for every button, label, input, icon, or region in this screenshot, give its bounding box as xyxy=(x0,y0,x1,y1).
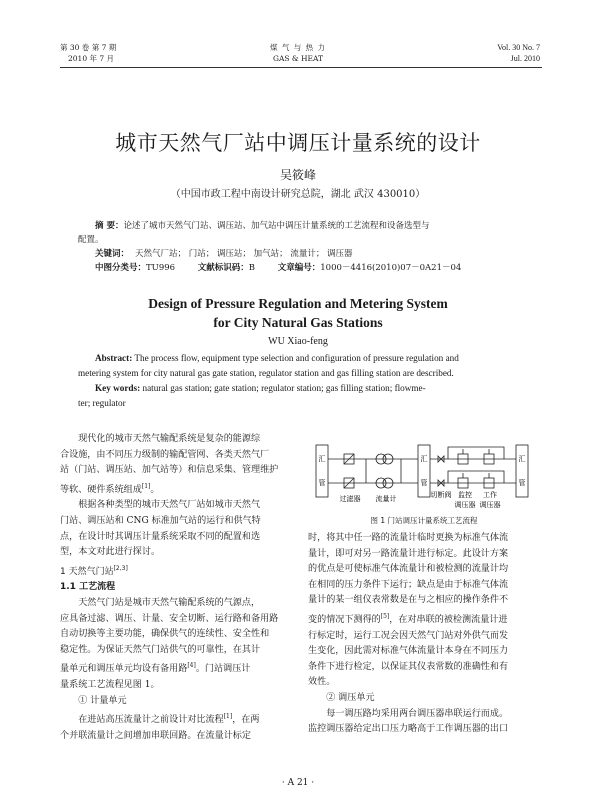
header-rule xyxy=(60,67,542,68)
keywords-en-line1: natural gas station; gate station; regulator station; gas filling station; flowme- xyxy=(142,383,426,393)
clc-label: 中图分类号： xyxy=(95,263,147,273)
para-calibration: 时，将其中任一路的流量计临时更换为标准气体流 量计，即可对另一路流量计进行标定。此设计方案 的优点是可使标准气体流量计和被检测的流量计均 在相同的压力条件下运行；缺点是由于标准气体流 量计的某一组仪表常数是在与之相应的操作条件不 变的情况下测得的[5]，在对串联的被检测流量计进 行标定时，运行工况会因天然气门站对外供气而发 生变化，因此需对标准气体流量计本身在不同压力 条件下进行检定，以保证其仪表常数的准确性和有 效性。 xyxy=(308,533,509,688)
keywords-en-line2: ter; regulator xyxy=(78,398,126,408)
volume-issue: 第 30 卷 第 7 期 xyxy=(60,43,117,52)
abstract-cn-label: 摘 要： xyxy=(95,221,124,231)
article-no-value: 1000－4416(2010)07－0A21－04 xyxy=(320,263,462,273)
label-meter: 流量计 xyxy=(375,495,397,503)
doc-code-value: B xyxy=(248,263,256,273)
abstract-en-line1: The process flow, equipment type selection and configuration of pressure regulation and xyxy=(134,353,459,363)
keywords-cn-label: 关键词： xyxy=(95,249,130,259)
para-intro-2: 根据各种类型的城市天然气厂站如城市天然气 门站、调压站和 CNG 标准加气站的运行和供气特 点，在设计时其调压计量系统采取不同的配置和选 型，本文对此进行探讨。 xyxy=(60,500,261,558)
header-pipe-left xyxy=(316,445,328,497)
article-no-label: 文章编号： xyxy=(277,263,321,273)
keywords-en-label: Key words: xyxy=(95,383,141,393)
header-pipe-mid xyxy=(418,445,430,497)
journal-name xyxy=(248,42,348,64)
abstract-cn-text2: 配置。 xyxy=(78,235,104,245)
svg-text:管: 管 xyxy=(420,479,428,487)
para-regulation: 每一调压路均采用两台调压器串联运行而成。 监控调压器给定出口压力略高于工作调压器的出口 xyxy=(308,708,509,735)
title-en-line2: for City Natural Gas Stations xyxy=(213,315,383,330)
affiliation: （中国市政工程中南设计研究总院，湖北 武汉 430010） xyxy=(170,189,426,200)
abstract-en xyxy=(78,351,526,411)
process-flow-diagram xyxy=(308,437,540,515)
header-pipe-right xyxy=(516,445,528,497)
journal-volume-info xyxy=(60,42,116,64)
svg-text:管: 管 xyxy=(318,479,326,487)
clc-value: TU996 xyxy=(146,263,176,273)
svg-text:调压器: 调压器 xyxy=(479,501,501,509)
volume-en: Vol. 30 No. 7 xyxy=(497,43,540,52)
section-1-1-heading: 1.1 工艺流程 xyxy=(60,582,116,593)
svg-text:调压器: 调压器 xyxy=(454,501,476,509)
right-column xyxy=(308,531,540,738)
label-monitor: 监控 xyxy=(458,491,472,499)
item-metering-unit: ① 计量单元 xyxy=(78,695,127,706)
label-valve: 切断阀 xyxy=(430,491,452,499)
header-label: 汇 xyxy=(318,455,326,463)
figure-caption: 图 1 门站调压计量系统工艺流程 xyxy=(370,516,478,525)
para-metering: 在进站高压流量计之前设计对比流程[1]，在两 个并联流量计之间增加串联回路。在流量计标定 xyxy=(60,713,260,741)
title-en-line1: Design of Pressure Regulation and Metering System xyxy=(148,296,448,311)
figure-1 xyxy=(308,437,540,527)
keywords-cn-text: 天然气厂站； 门站； 调压站； 加气站； 流量计； 调压器 xyxy=(135,249,353,259)
header-label: 汇 xyxy=(518,455,526,463)
section-1-heading: 1 天然气门站[2,3] xyxy=(60,564,128,577)
label-work: 工作 xyxy=(483,491,497,499)
page-number: · A 21 · xyxy=(281,778,315,788)
item-regulation-unit: ② 调压单元 xyxy=(326,692,375,703)
date-en: Jul. 2010 xyxy=(510,54,540,63)
abstract-en-line2: metering system for city natural gas gate station, regulator station and gas filling station are described. xyxy=(78,368,454,378)
abstract-cn-text1: 论述了城市天然气门站、调压站、加气站中调压计量系统的工艺流程和设备选型与 xyxy=(123,221,430,231)
journal-name-cn: 煤 气 与 热 力 xyxy=(269,43,327,52)
label-filter: 过滤器 xyxy=(339,495,361,503)
header-label: 汇 xyxy=(420,455,428,463)
issue-date: 2010 年 7 月 xyxy=(68,54,115,63)
abstract-en-label: Abstract: xyxy=(95,353,133,363)
ref-1: [1] xyxy=(141,482,151,490)
left-column xyxy=(60,432,292,744)
author: 吴筱峰 xyxy=(279,168,316,182)
para-gate-station: 天然气门站是城市天然气输配系统的气源点， 应具备过滤、调压、计量、安全切断、运行路和备用路 自动切换等主要功能，确保供气的连续性、安全性和 稳定性。为保证天然气门站供气的可靠性，在其计 量单元和调压单元均设有备用路[4]。门站调压计 量系统工艺流程见图 1。 xyxy=(60,597,279,690)
para-intro-1: 现代化的城市天然气输配系统是复杂的能源综 合设施，由不同压力级制的输配管网、各类天然气厂 站（门站、调压站、加气站等）和信息采集、管理维护 等软、硬件系统组成[1]。 xyxy=(60,434,279,495)
abstract-cn xyxy=(78,219,528,275)
svg-text:管: 管 xyxy=(518,479,526,487)
journal-name-en: GAS & HEAT xyxy=(272,54,323,63)
article-title: 城市天然气厂站中调压计量系统的设计 xyxy=(115,131,481,155)
doc-code-label: 文献标识码： xyxy=(197,263,249,273)
author-en: WU Xiao-feng xyxy=(268,336,328,347)
journal-volume-en xyxy=(497,42,540,64)
